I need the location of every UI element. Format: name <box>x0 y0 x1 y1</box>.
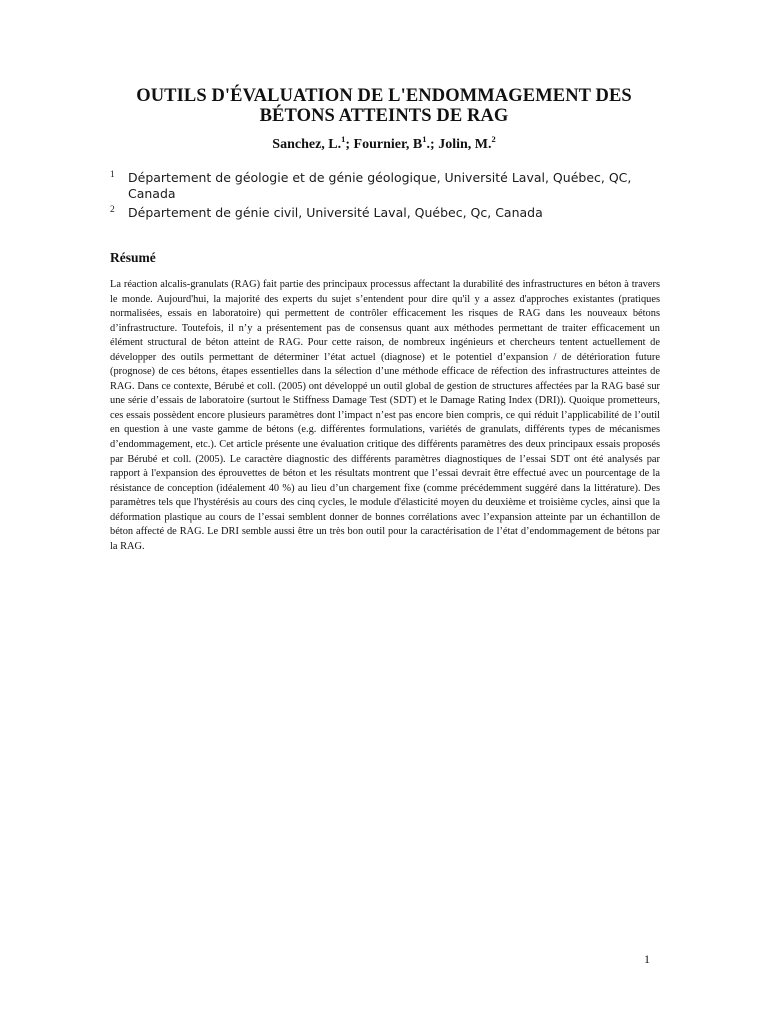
affiliation-text: Département de génie civil, Université Laval, Québec, Qc, Canada <box>128 205 543 220</box>
author-name: Jolin, M. <box>438 137 492 152</box>
author-affiliation-marker: 1 <box>422 134 427 144</box>
author-name: Sanchez, L. <box>272 137 342 152</box>
abstract-heading: Résumé <box>110 250 156 265</box>
affiliation-number: 1 <box>110 170 115 180</box>
abstract-body: La réaction alcalis-granulats (RAG) fait partie des principaux processus affectant la durabilité des infrastructures en béton à travers le monde. Aujourd'hui, la majorité des experts du sujet s’entendent pour dire qu'il y a assez d'approches existantes (pratiques normalisées, essais en laboratoire) qui permettent de contrôler efficacement les risques de RAG dans les nouveaux bétons d’infrastructure. Toutefois, il n’y a présentement pas de consensus quant aux méthodes permettant de traiter efficacement un élément structural de béton atteint de RAG. Pour cette raison, de nombreux ingénieurs et chercheurs tentent actuellement de développer des outils permettant de déterminer l’état actuel (diagnose) et le potentiel d’expansion / de détérioration future (prognose) de ces bétons, étapes essentielles dans la sélection d’une méthode efficace de réfection des infrastructures atteintes de RAG. Dans ce contexte, Bérubé et coll. (2005) ont développé un outil global de gestion de structures affectées par la RAG basé sur une série d’essais de laboratoire (surtout le Stiffness Damage Test (SDT) et le Damage Rating Index (DRI)). Quoique prometteurs, ces essais possèdent encore plusieurs paramètres dont l’impact n’est pas encore bien compris, ce qui réduit l’applicabilité de l’outil en question à une vaste gamme de bétons (e.g. différentes formulations, variétés de granulats, différents types de mécanismes d’endommagement, etc.). Cet article présente une évaluation critique des différents paramètres des deux principaux essais proposés par Bérubé et coll. (2005). Le caractère diagnostic des différents paramètres diagnostiques de l’essai SDT ont été analysés par rapport à l'expansion des éprouvettes de béton et les résultats montrent que l’essai devrait être effectué avec un pourcentage de la résistance de conception (idéalement 40 %) au lieu d’un chargement fixe (comme précédemment suggéré dans la littérature). Des paramètres tels que l'hystérésis au cours des cinq cycles, le module d'élasticité moyen du deuxième et troisième cycles, ainsi que la déformation plastique au cours de l’essai semblent donner de bonnes corrélations avec l’expansion atteinte par un échantillon de béton affecté de RAG. Le DRI semble aussi être un très bon outil pour la caractérisation de l’état d’endommagement de bétons par la RAG. <box>110 279 660 552</box>
author-affiliation-marker: 2 <box>491 134 496 144</box>
author-name: Fournier, B <box>353 137 423 152</box>
author-affiliation-marker: 1 <box>341 134 346 144</box>
paper-title: OUTILS D'ÉVALUATION DE L'ENDOMMAGEMENT DES BÉTONS ATTEINTS DE RAG <box>136 86 632 126</box>
author-list: Sanchez, L.$^1$; Fournier, $B^1$.; Jolin, M.$^2$ <box>272 134 496 152</box>
page-number: 1 <box>644 952 650 966</box>
affiliation-number: 2 <box>110 205 115 215</box>
affiliation-text: Département de géologie et de génie géologique, Université Laval, Québec, QC, Canada <box>128 170 632 201</box>
